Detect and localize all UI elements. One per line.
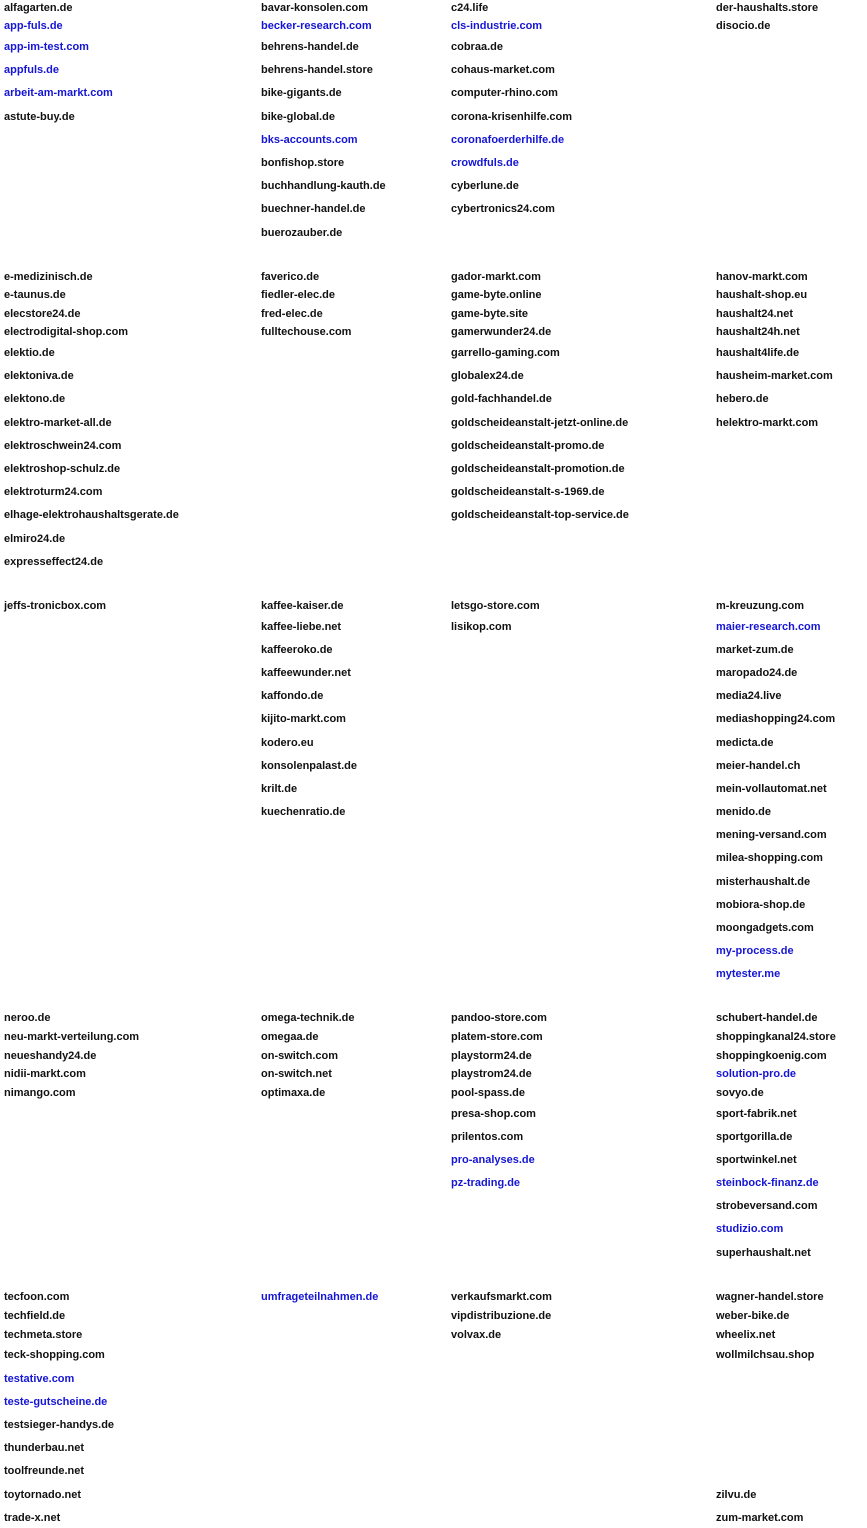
domain-entry: cohaus-market.com — [451, 64, 555, 76]
domain-entry: hanov-markt.com — [716, 271, 808, 283]
domain-entry: faverico.de — [261, 271, 320, 283]
domain-entry: elektro-market-all.de — [4, 417, 112, 429]
domain-entry: elmiro24.de — [4, 533, 66, 545]
domain-entry: globalex24.de — [451, 370, 524, 382]
domain-link[interactable]: appfuls.de — [4, 64, 60, 76]
domain-entry: kaffee-liebe.net — [261, 621, 342, 633]
domain-entry: electrodigital-shop.com — [4, 326, 129, 338]
domain-entry: mobiora-shop.de — [716, 899, 806, 911]
domain-entry: helektro-markt.com — [716, 417, 819, 429]
domain-entry: bike-global.de — [261, 111, 335, 123]
domain-entry: shoppingkoenig.com — [716, 1050, 827, 1062]
domain-entry: wagner-handel.store — [716, 1291, 824, 1303]
domain-entry: nidii-markt.com — [4, 1068, 86, 1080]
domain-entry: tecfoon.com — [4, 1291, 70, 1303]
domain-entry: disocio.de — [716, 20, 771, 32]
domain-entry: mening-versand.com — [716, 829, 827, 841]
domain-entry: gador-markt.com — [451, 271, 541, 283]
domain-entry: menido.de — [716, 806, 772, 818]
domain-entry: shoppingkanal24.store — [716, 1031, 836, 1043]
domain-entry: astute-buy.de — [4, 111, 75, 123]
domain-entry: kijito-markt.com — [261, 713, 346, 725]
domain-entry: computer-rhino.com — [451, 87, 558, 99]
domain-entry: neu-markt-verteilung.com — [4, 1031, 140, 1043]
domain-entry: elhage-elektrohaushaltsgerate.de — [4, 509, 179, 521]
domain-entry: garrello-gaming.com — [451, 347, 560, 359]
domain-entry: neueshandy24.de — [4, 1050, 97, 1062]
domain-entry: elektono.de — [4, 393, 66, 405]
domain-link[interactable]: coronafoerderhilfe.de — [451, 134, 565, 146]
domain-entry: gamerwunder24.de — [451, 326, 552, 338]
domain-entry: c24.life — [451, 2, 489, 14]
domain-entry: bonfishop.store — [261, 157, 345, 169]
domain-entry: pool-spass.de — [451, 1087, 525, 1099]
domain-entry: hebero.de — [716, 393, 769, 405]
domain-link[interactable]: app-im-test.com — [4, 41, 89, 53]
domain-entry: neroo.de — [4, 1012, 51, 1024]
domain-entry: volvax.de — [451, 1329, 502, 1341]
domain-entry: vipdistribuzione.de — [451, 1310, 552, 1322]
domain-entry: goldscheideanstalt-jetzt-online.de — [451, 417, 629, 429]
domain-entry: goldscheideanstalt-promo.de — [451, 440, 605, 452]
domain-entry: playstrom24.de — [451, 1068, 532, 1080]
domain-entry: weber-bike.de — [716, 1310, 790, 1322]
domain-entry: e-taunus.de — [4, 289, 66, 301]
domain-entry: toytornado.net — [4, 1489, 81, 1501]
domain-entry: kaffee-kaiser.de — [261, 600, 344, 612]
domain-entry: goldscheideanstalt-s-1969.de — [451, 486, 605, 498]
domain-entry: haushalt24h.net — [716, 326, 800, 338]
domain-entry: sportgorilla.de — [716, 1131, 793, 1143]
domain-entry: techfield.de — [4, 1310, 66, 1322]
domain-entry: techmeta.store — [4, 1329, 83, 1341]
domain-link[interactable]: teste-gutscheine.de — [4, 1396, 108, 1408]
domain-entry: kaffeewunder.net — [261, 667, 351, 679]
domain-link[interactable]: maier-research.com — [716, 621, 821, 633]
domain-entry: e-medizinisch.de — [4, 271, 93, 283]
domain-entry: corona-krisenhilfe.com — [451, 111, 573, 123]
domain-entry: meier-handel.ch — [716, 760, 801, 772]
domain-entry: elektio.de — [4, 347, 55, 359]
domain-entry: platem-store.com — [451, 1031, 543, 1043]
domain-entry: playstorm24.de — [451, 1050, 532, 1062]
domain-entry: bike-gigants.de — [261, 87, 342, 99]
domain-entry: haushalt24.net — [716, 308, 794, 320]
domain-link[interactable]: app-fuls.de — [4, 20, 63, 32]
domain-entry: testsieger-handys.de — [4, 1419, 115, 1431]
domain-entry: elektroturm24.com — [4, 486, 103, 498]
domain-entry: cyberlune.de — [451, 180, 519, 192]
domain-entry: on-switch.com — [261, 1050, 339, 1062]
domain-entry: wheelix.net — [716, 1329, 776, 1341]
domain-link[interactable]: pro-analyses.de — [451, 1154, 535, 1166]
domain-link[interactable]: pz-trading.de — [451, 1177, 521, 1189]
domain-entry: pandoo-store.com — [451, 1012, 547, 1024]
domain-entry: kaffondo.de — [261, 690, 324, 702]
domain-entry: konsolenpalast.de — [261, 760, 357, 772]
domain-entry: buchhandlung-kauth.de — [261, 180, 386, 192]
domain-entry: wollmilchsau.shop — [716, 1349, 815, 1361]
domain-entry: optimaxa.de — [261, 1087, 326, 1099]
domain-entry: cybertronics24.com — [451, 203, 555, 215]
domain-entry: elektroshop-schulz.de — [4, 463, 121, 475]
domain-entry: nimango.com — [4, 1087, 76, 1099]
domain-entry: superhaushalt.net — [716, 1247, 811, 1259]
domain-entry: kodero.eu — [261, 737, 314, 749]
domain-entry: jeffs-tronicbox.com — [4, 600, 107, 612]
domain-entry: mediashopping24.com — [716, 713, 836, 725]
domain-entry: fiedler-elec.de — [261, 289, 335, 301]
domain-entry: medicta.de — [716, 737, 774, 749]
domain-entry: kuechenratio.de — [261, 806, 346, 818]
domain-entry: game-byte.site — [451, 308, 529, 320]
domain-entry: moongadgets.com — [716, 922, 814, 934]
domain-entry: goldscheideanstalt-top-service.de — [451, 509, 629, 521]
domain-entry: misterhaushalt.de — [716, 876, 811, 888]
domain-entry: gold-fachhandel.de — [451, 393, 552, 405]
domain-entry: sport-fabrik.net — [716, 1108, 797, 1120]
domain-link[interactable]: cls-industrie.com — [451, 20, 543, 32]
domain-entry: maropado24.de — [716, 667, 798, 679]
domain-entry: fulltechouse.com — [261, 326, 352, 338]
domain-link[interactable]: becker-research.com — [261, 20, 372, 32]
domain-entry: media24.live — [716, 690, 782, 702]
domain-entry: thunderbau.net — [4, 1442, 85, 1454]
domain-link[interactable]: studizio.com — [716, 1223, 784, 1235]
domain-link[interactable]: bks-accounts.com — [261, 134, 358, 146]
domain-entry: sportwinkel.net — [716, 1154, 797, 1166]
domain-entry: hausheim-market.com — [716, 370, 833, 382]
domain-entry: prilentos.com — [451, 1131, 524, 1143]
domain-entry: milea-shopping.com — [716, 852, 823, 864]
domain-entry: behrens-handel.de — [261, 41, 359, 53]
domain-entry: krilt.de — [261, 783, 298, 795]
domain-link[interactable]: crowdfuls.de — [451, 157, 519, 169]
domain-link[interactable]: my-process.de — [716, 945, 794, 957]
domain-entry: der-haushalts.store — [716, 2, 819, 14]
domain-entry: strobeversand.com — [716, 1200, 818, 1212]
domain-entry: elecstore24.de — [4, 308, 81, 320]
domain-entry: letsgo-store.com — [451, 600, 540, 612]
domain-entry: buechner-handel.de — [261, 203, 366, 215]
domain-entry: mein-vollautomat.net — [716, 783, 827, 795]
domain-entry: zilvu.de — [716, 1489, 757, 1501]
domain-link[interactable]: steinbock-finanz.de — [716, 1177, 819, 1189]
domain-entry: toolfreunde.net — [4, 1465, 85, 1477]
domain-entry: trade-x.net — [4, 1512, 61, 1524]
domain-entry: game-byte.online — [451, 289, 542, 301]
domain-entry: haushalt-shop.eu — [716, 289, 808, 301]
domain-entry: behrens-handel.store — [261, 64, 373, 76]
domain-entry: omega-technik.de — [261, 1012, 355, 1024]
domain-link[interactable]: mytester.me — [716, 968, 781, 980]
domain-entry: lisikop.com — [451, 621, 512, 633]
domain-entry: on-switch.net — [261, 1068, 332, 1080]
domain-entry: goldscheideanstalt-promotion.de — [451, 463, 625, 475]
domain-entry: haushalt4life.de — [716, 347, 800, 359]
domain-entry: omegaa.de — [261, 1031, 319, 1043]
domain-entry: buerozauber.de — [261, 227, 343, 239]
domain-entry: zum-market.com — [716, 1512, 804, 1524]
domain-link[interactable]: testative.com — [4, 1373, 75, 1385]
domain-entry: kaffeeroko.de — [261, 644, 333, 656]
domain-entry: bavar-konsolen.com — [261, 2, 368, 14]
domain-entry: m-kreuzung.com — [716, 600, 805, 612]
domain-link[interactable]: arbeit-am-markt.com — [4, 87, 113, 99]
domain-entry: market-zum.de — [716, 644, 794, 656]
domain-entry: alfagarten.de — [4, 2, 73, 14]
domain-entry: teck-shopping.com — [4, 1349, 105, 1361]
domain-entry: schubert-handel.de — [716, 1012, 818, 1024]
domain-entry: fred-elec.de — [261, 308, 323, 320]
domain-entry: expresseffect24.de — [4, 556, 104, 568]
domain-entry: presa-shop.com — [451, 1108, 536, 1120]
domain-entry: verkaufsmarkt.com — [451, 1291, 552, 1303]
domain-entry: sovyo.de — [716, 1087, 764, 1099]
domain-link[interactable]: solution-pro.de — [716, 1068, 797, 1080]
domain-entry: elektoniva.de — [4, 370, 74, 382]
domain-entry: elektroschwein24.com — [4, 440, 122, 452]
domain-entry: cobraa.de — [451, 41, 503, 53]
domain-link[interactable]: umfrageteilnahmen.de — [261, 1291, 379, 1303]
